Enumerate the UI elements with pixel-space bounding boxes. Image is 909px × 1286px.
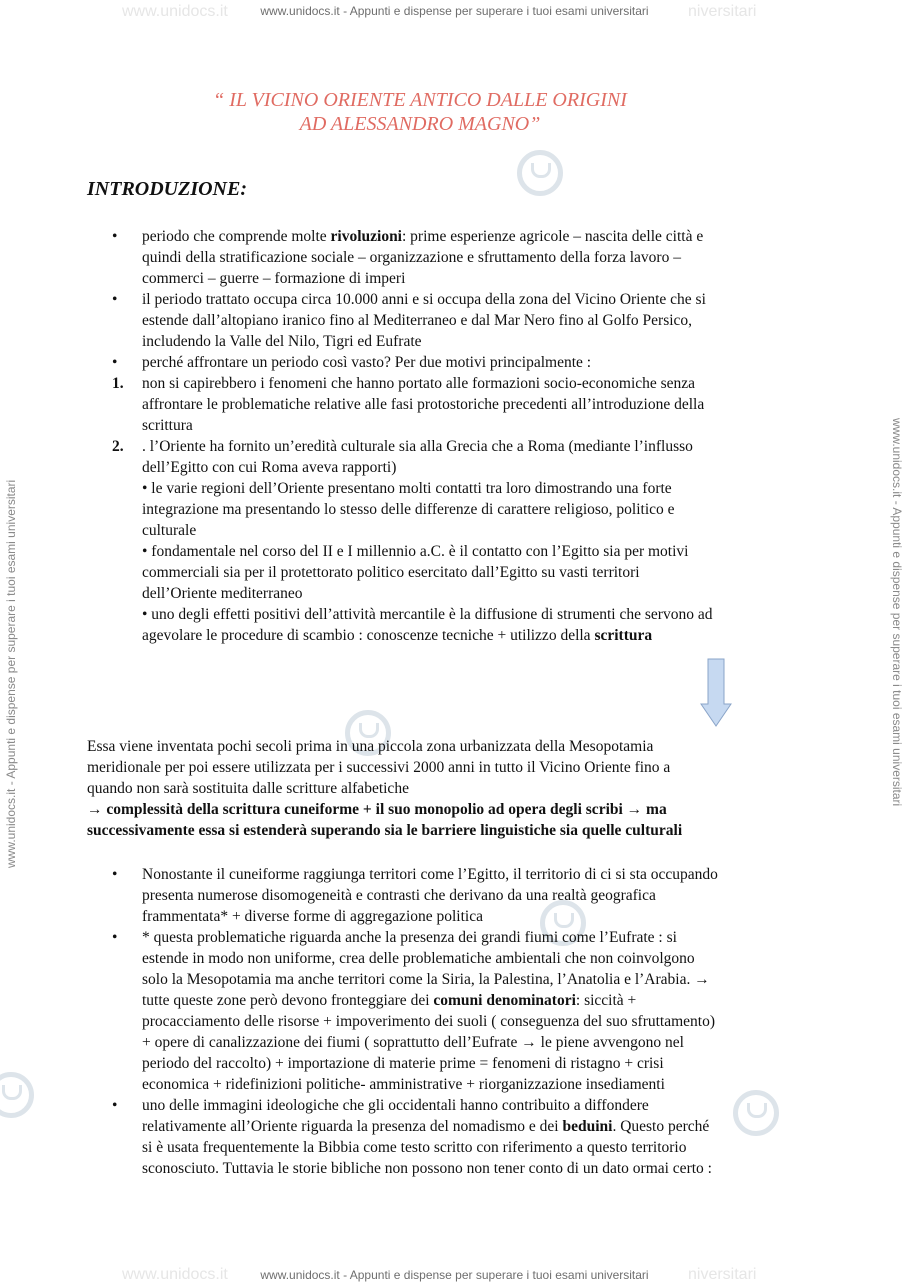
bold-term: beduini [562, 1118, 613, 1135]
paragraph-line: quando non sarà sostituita dalle scritture alfabetiche [87, 780, 409, 797]
geo-list-item-line: frammentata* + diverse forme di aggregazione politica [142, 908, 483, 925]
faint-watermark-bottom-left: www.unidocs.it [122, 1266, 228, 1283]
section-heading: INTRODUZIONE: [87, 178, 247, 200]
unidocs-logo-icon [0, 1072, 34, 1118]
intro-list-item-line: perché affrontare un periodo così vasto? Per due motivi principalmente : [142, 354, 592, 371]
title-line-2: AD ALESSANDRO MAGNO” [299, 113, 541, 135]
list-marker: • [112, 866, 118, 883]
intro-list-item-line: includendo la Valle del Nilo, Tigri ed Eufrate [142, 333, 422, 350]
list-marker: • [112, 1097, 118, 1114]
list-marker: • [112, 228, 118, 245]
intro-list-item-line: • fondamentale nel corso del II e I millennio a.C. è il contatto con l’Egitto sia per motivi [142, 543, 689, 560]
intro-list-item-line: estende dall’altopiano iranico fino al Mediterraneo e dal Mar Nero fino al Golfo Persico, [142, 312, 693, 329]
intro-list-item-line: non si capirebbero i fenomeni che hanno portato alle formazioni socio-economiche senza [142, 375, 696, 392]
paragraph-bold-line: → complessità della scrittura cuneiforme + il suo monopolio ad opera degli scribi → ma [87, 801, 667, 818]
paragraph-line: meridionale per poi essere utilizzata per i successivi 2000 anni in tutto il Vicino Oriente fino a [87, 759, 671, 776]
right-side-watermark: www.unidocs.it - Appunti e dispense per superare i tuoi esami universitari [890, 418, 904, 807]
list-marker: • [112, 929, 118, 946]
unidocs-logo-icon [517, 150, 563, 196]
intro-list-item-line: dell’Oriente mediterraneo [142, 585, 303, 602]
intro-list-item-line: quindi della stratificazione sociale – organizzazione e sfruttamento della forza lavoro – [142, 249, 681, 266]
geo-list-item-line: tutte queste zone però devono fronteggiare dei comuni denominatori: siccità + [142, 992, 637, 1009]
geo-list-item-line: economica + ridefinizioni politiche- amministrative + riorganizzazione insediamenti [142, 1076, 665, 1093]
intro-list-item-line: scrittura [142, 417, 193, 434]
bold-term: rivoluzioni [330, 228, 402, 245]
faint-watermark-top-right: niversitari [688, 3, 757, 20]
geo-list-item-line: procacciamento delle risorse + impoverimento dei suoli ( conseguenza del suo sfruttamento) [142, 1013, 716, 1030]
geo-list-item-line: relativamente all’Oriente riguarda la presenza del nomadismo e dei beduini. Questo perché [142, 1118, 710, 1135]
intro-list-item-line: il periodo trattato occupa circa 10.000 anni e si occupa della zona del Vicino Oriente che si [142, 291, 706, 308]
geo-list-item-line: estende in modo non uniforme, crea delle problematiche ambientali che non coinvolgono [142, 950, 695, 967]
geo-list-item-line: uno delle immagini ideologiche che gli occidentali hanno contribuito a diffondere [142, 1097, 649, 1114]
geo-list-item-line: * questa problematiche riguarda anche la presenza dei grandi fiumi come l’Eufrate : si [142, 929, 677, 946]
header-watermark: www.unidocs.it - Appunti e dispense per superare i tuoi esami universitari [260, 4, 649, 18]
geo-list-item-line: periodo del raccolto) + importazione di materie prime = fenomeni di ristagno + crisi [142, 1055, 664, 1072]
left-side-watermark: www.unidocs.it - Appunti e dispense per superare i tuoi esami universitari [4, 479, 18, 868]
geo-list-item-line: solo la Mesopotamia ma anche territori come la Siria, la Palestina, l’Anatolia e l’Arabia. → [142, 971, 710, 988]
intro-list-item-line: • le varie regioni dell’Oriente presentano molti contatti tra loro dimostrando una forte [142, 480, 672, 497]
list-marker: • [112, 291, 118, 308]
intro-list-item-line: commerciali sia per il protettorato politico esercitato dall’Egitto su vasti territori [142, 564, 640, 581]
title-line-1: “ IL VICINO ORIENTE ANTICO DALLE ORIGINI [213, 89, 627, 111]
list-marker: • [112, 354, 118, 371]
footer-watermark: www.unidocs.it - Appunti e dispense per superare i tuoi esami universitari [260, 1268, 649, 1282]
intro-list-item-line: commerci – guerre – formazione di imperi [142, 270, 406, 287]
list-marker: 2. [112, 438, 124, 455]
list-marker: 1. [112, 375, 124, 392]
document-title [0, 88, 840, 136]
geo-list-item-line: Nonostante il cuneiforme raggiunga territori come l’Egitto, il territorio di ci si sta occupando [142, 866, 718, 883]
intro-list-item-line: dell’Egitto con cui Roma aveva rapporti) [142, 459, 397, 476]
intro-list-item-line: . l’Oriente ha fornito un’eredità culturale sia alla Grecia che a Roma (mediante l’influsso [142, 438, 693, 455]
intro-list-item-line: affrontare le problematiche relative alle fasi protostoriche precedenti all’introduzione della [142, 396, 705, 413]
paragraph-line: Essa viene inventata pochi secoli prima in una piccola zona urbanizzata della Mesopotamia [87, 738, 654, 755]
paragraph-bold-line: successivamente essa si estenderà superando sia le barriere linguistiche sia quelle culturali [87, 822, 683, 839]
down-arrow-icon [700, 658, 732, 728]
geo-list-item-line: si è usata frequentemente la Bibbia come testo scritto con riferimento a questo territorio [142, 1139, 687, 1156]
faint-watermark-bottom-right: niversitari [688, 1266, 757, 1283]
faint-watermark-top-left: www.unidocs.it [122, 3, 228, 20]
intro-list-item-line: periodo che comprende molte rivoluzioni: prime esperienze agricole – nascita delle città e [142, 228, 704, 245]
geo-list-item-line: presenta numerose disomogeneità e contrasti che derivano da una realtà geografica [142, 887, 656, 904]
intro-list-item-line: agevolare le procedure di scambio : conoscenze tecniche + utilizzo della scrittura [142, 627, 653, 644]
intro-list-item-line: culturale [142, 522, 197, 539]
intro-list-item-line: • uno degli effetti positivi dell’attività mercantile è la diffusione di strumenti che servono ad [142, 606, 713, 623]
intro-list-item-line: integrazione ma presentando lo stesso delle differenze di carattere religioso, politico e [142, 501, 675, 518]
bold-term: scrittura [594, 627, 653, 644]
bold-term: comuni denominatori [433, 992, 576, 1009]
geo-list-item-line: sconosciuto. Tuttavia le storie bibliche non possono non tener conto di un dato ormai certo : [142, 1160, 712, 1177]
geo-list-item-line: + opere di canalizzazione dei fiumi ( soprattutto dell’Eufrate → le piene avvengono nel [142, 1034, 684, 1051]
